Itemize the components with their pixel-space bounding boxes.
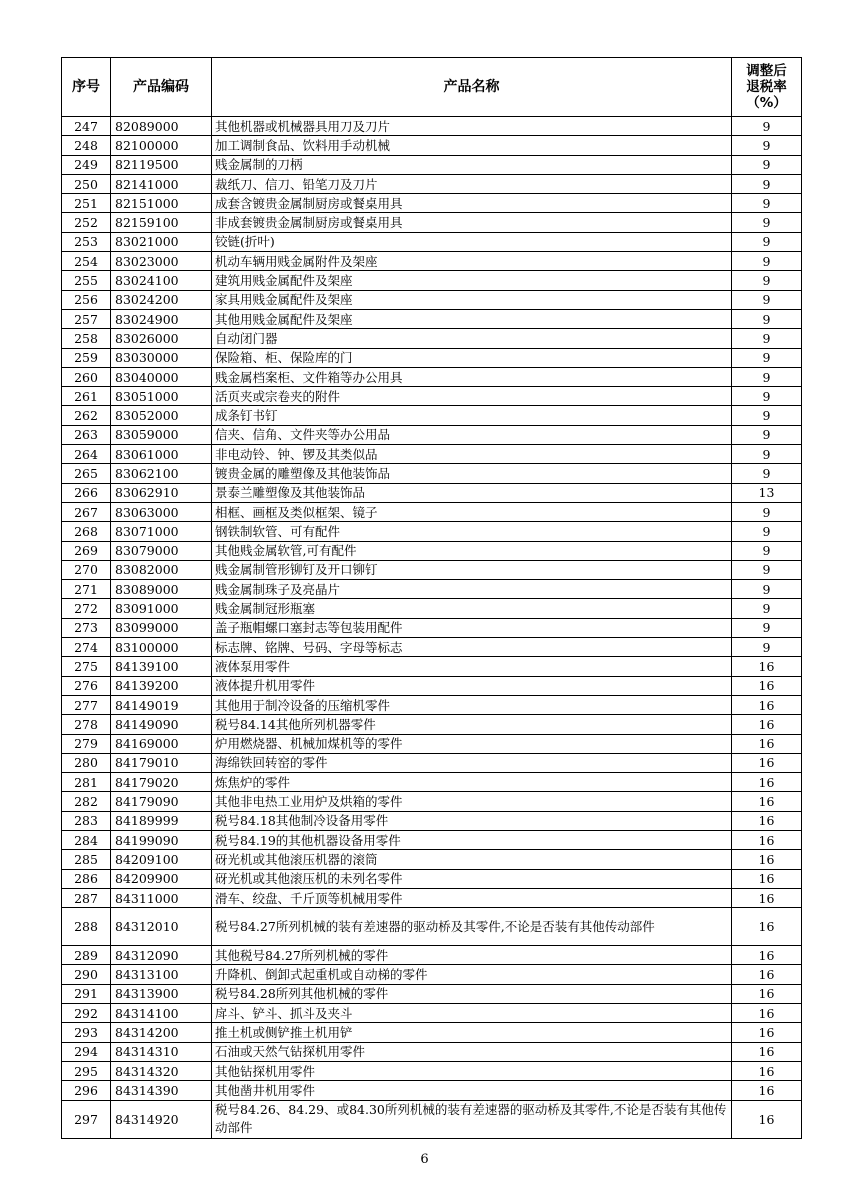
code-cell: 83062910: [111, 483, 212, 502]
rate-cell: 16: [732, 850, 802, 869]
seq-cell: 287: [62, 888, 111, 907]
seq-cell: 283: [62, 811, 111, 830]
name-cell: 加工调制食品、饮料用手动机械: [212, 136, 732, 155]
name-cell: 保险箱、柜、保险库的门: [212, 348, 732, 367]
code-cell: 84314310: [111, 1042, 212, 1061]
name-cell: 滑车、绞盘、千斤顶等机械用零件: [212, 888, 732, 907]
page-number: 6: [420, 1152, 429, 1167]
seq-cell: 292: [62, 1004, 111, 1023]
rate-cell: 16: [732, 946, 802, 965]
name-cell: 景泰兰雕塑像及其他装饰品: [212, 483, 732, 502]
seq-cell: 251: [62, 194, 111, 213]
name-cell: 其他钻探机用零件: [212, 1061, 732, 1080]
rate-cell: 9: [732, 425, 802, 444]
rate-cell: 16: [732, 908, 802, 946]
rate-cell: 9: [732, 348, 802, 367]
name-cell: 相框、画框及类似框架、镜子: [212, 502, 732, 521]
code-cell: 84312010: [111, 908, 212, 946]
table-row: [62, 174, 802, 193]
seq-cell: 260: [62, 367, 111, 386]
table-row: [62, 387, 802, 406]
table-row: [62, 367, 802, 386]
seq-cell: 257: [62, 309, 111, 328]
name-cell: 贱金属制的刀柄: [212, 155, 732, 174]
seq-cell: 280: [62, 753, 111, 772]
rate-cell: 16: [732, 1004, 802, 1023]
table-row: [62, 753, 802, 772]
seq-cell: 276: [62, 676, 111, 695]
seq-cell: 247: [62, 117, 111, 136]
code-cell: 83024100: [111, 271, 212, 290]
rate-cell: 9: [732, 560, 802, 579]
seq-cell: 295: [62, 1061, 111, 1080]
rate-cell: 16: [732, 1081, 802, 1100]
table-row: [62, 502, 802, 521]
table-row: [62, 850, 802, 869]
seq-cell: 282: [62, 792, 111, 811]
rate-cell: 9: [732, 387, 802, 406]
code-cell: 83100000: [111, 638, 212, 657]
table-row: [62, 252, 802, 271]
rate-cell: 9: [732, 252, 802, 271]
code-cell: 83026000: [111, 329, 212, 348]
name-cell: 贱金属制珠子及亮晶片: [212, 580, 732, 599]
table-row: [62, 560, 802, 579]
rate-cell: 13: [732, 483, 802, 502]
table-row: [62, 329, 802, 348]
table-row: [62, 406, 802, 425]
seq-cell: 249: [62, 155, 111, 174]
rate-cell: 9: [732, 329, 802, 348]
code-cell: 83079000: [111, 541, 212, 560]
seq-cell: 274: [62, 638, 111, 657]
rate-cell: 9: [732, 599, 802, 618]
header-seq: 序号: [62, 58, 111, 117]
name-cell: 自动闭门器: [212, 329, 732, 348]
table-row: [62, 1061, 802, 1080]
name-cell: 标志牌、铭牌、号码、字母等标志: [212, 638, 732, 657]
code-cell: 83024200: [111, 290, 212, 309]
table-row: [62, 1023, 802, 1042]
code-cell: 83071000: [111, 522, 212, 541]
code-cell: 84314390: [111, 1081, 212, 1100]
code-cell: 83051000: [111, 387, 212, 406]
name-cell: 非电动铃、钟、锣及其类似品: [212, 445, 732, 464]
header-rate-line1: 调整后: [746, 63, 787, 79]
rate-cell: 16: [732, 888, 802, 907]
name-cell: 海绵铁回转窑的零件: [212, 753, 732, 772]
header-rate-line3: （%）: [746, 95, 787, 111]
rate-cell: 16: [732, 792, 802, 811]
table-row: [62, 965, 802, 984]
rate-cell: 16: [732, 715, 802, 734]
table-row: [62, 773, 802, 792]
code-cell: 83099000: [111, 618, 212, 637]
name-cell: 石油或天然气钻探机用零件: [212, 1042, 732, 1061]
code-cell: 84314200: [111, 1023, 212, 1042]
seq-cell: 262: [62, 406, 111, 425]
seq-cell: 285: [62, 850, 111, 869]
rate-cell: 16: [732, 811, 802, 830]
seq-cell: 296: [62, 1081, 111, 1100]
code-cell: 83052000: [111, 406, 212, 425]
code-cell: 84179020: [111, 773, 212, 792]
seq-cell: 286: [62, 869, 111, 888]
code-cell: 83023000: [111, 252, 212, 271]
name-cell: 砑光机或其他滚压机器的滚筒: [212, 850, 732, 869]
code-cell: 82119500: [111, 155, 212, 174]
table-row: [62, 194, 802, 213]
seq-cell: 297: [62, 1100, 111, 1138]
code-cell: 83063000: [111, 502, 212, 521]
name-cell: 炼焦炉的零件: [212, 773, 732, 792]
table-row: [62, 695, 802, 714]
seq-cell: 272: [62, 599, 111, 618]
seq-cell: 266: [62, 483, 111, 502]
rate-cell: 9: [732, 174, 802, 193]
seq-cell: 290: [62, 965, 111, 984]
rate-cell: 16: [732, 734, 802, 753]
seq-cell: 277: [62, 695, 111, 714]
name-cell: 税号84.19的其他机器设备用零件: [212, 830, 732, 849]
name-cell: 贱金属档案柜、文件箱等办公用具: [212, 367, 732, 386]
seq-cell: 288: [62, 908, 111, 946]
table-row: [62, 290, 802, 309]
name-cell: 税号84.28所列其他机械的零件: [212, 984, 732, 1003]
code-cell: 84313900: [111, 984, 212, 1003]
seq-cell: 265: [62, 464, 111, 483]
rate-cell: 9: [732, 213, 802, 232]
seq-cell: 259: [62, 348, 111, 367]
seq-cell: 269: [62, 541, 111, 560]
name-cell: 裁纸刀、信刀、铅笔刀及刀片: [212, 174, 732, 193]
code-cell: 84314920: [111, 1100, 212, 1138]
rate-cell: 16: [732, 1100, 802, 1138]
rate-cell: 9: [732, 406, 802, 425]
name-cell: 家具用贱金属配件及架座: [212, 290, 732, 309]
code-cell: 83059000: [111, 425, 212, 444]
seq-cell: 258: [62, 329, 111, 348]
header-code: 产品编码: [111, 58, 212, 117]
table-row: [62, 638, 802, 657]
rate-cell: 9: [732, 464, 802, 483]
code-cell: 84311000: [111, 888, 212, 907]
rate-cell: 9: [732, 271, 802, 290]
code-cell: 84209900: [111, 869, 212, 888]
rate-cell: 16: [732, 676, 802, 695]
code-cell: 82151000: [111, 194, 212, 213]
code-cell: 83021000: [111, 232, 212, 251]
name-cell: 其他非电热工业用炉及烘箱的零件: [212, 792, 732, 811]
code-cell: 84179010: [111, 753, 212, 772]
seq-cell: 275: [62, 657, 111, 676]
table-row: [62, 946, 802, 965]
code-cell: 83040000: [111, 367, 212, 386]
code-cell: 84313100: [111, 965, 212, 984]
table-row: [62, 1081, 802, 1100]
table-row: [62, 657, 802, 676]
name-cell: 信夹、信角、文件夹等办公用品: [212, 425, 732, 444]
rate-cell: 16: [732, 773, 802, 792]
name-cell: 液体泵用零件: [212, 657, 732, 676]
table-row: [62, 309, 802, 328]
table-row: [62, 1042, 802, 1061]
seq-cell: 261: [62, 387, 111, 406]
name-cell: 其他税号84.27所列机械的零件: [212, 946, 732, 965]
table-row: [62, 1004, 802, 1023]
table-row: [62, 869, 802, 888]
table-row: [62, 1100, 802, 1138]
code-cell: 84189999: [111, 811, 212, 830]
table-row: [62, 715, 802, 734]
table-row: [62, 445, 802, 464]
table-body: [62, 117, 802, 1139]
code-cell: 82100000: [111, 136, 212, 155]
name-cell: 成套含镀贵金属制厨房或餐桌用具: [212, 194, 732, 213]
name-cell: 税号84.26、84.29、或84.30所列机械的装有差速器的驱动桥及其零件,不论是否装有其他传动部件: [212, 1100, 732, 1138]
table-row: [62, 213, 802, 232]
code-cell: 84199090: [111, 830, 212, 849]
rate-cell: 16: [732, 965, 802, 984]
seq-cell: 267: [62, 502, 111, 521]
table-row: [62, 618, 802, 637]
seq-cell: 254: [62, 252, 111, 271]
name-cell: 机动车辆用贱金属附件及架座: [212, 252, 732, 271]
rate-cell: 9: [732, 638, 802, 657]
seq-cell: 253: [62, 232, 111, 251]
code-cell: 83082000: [111, 560, 212, 579]
name-cell: 炉用燃烧器、机械加煤机等的零件: [212, 734, 732, 753]
code-cell: 83062100: [111, 464, 212, 483]
code-cell: 84179090: [111, 792, 212, 811]
rate-cell: 16: [732, 1042, 802, 1061]
seq-cell: 271: [62, 580, 111, 599]
name-cell: 戽斗、铲斗、抓斗及夹斗: [212, 1004, 732, 1023]
seq-cell: 255: [62, 271, 111, 290]
name-cell: 砑光机或其他滚压机的未列名零件: [212, 869, 732, 888]
table-row: [62, 734, 802, 753]
name-cell: 盖子瓶帽螺口塞封志等包装用配件: [212, 618, 732, 637]
name-cell: 钢铁制软管、可有配件: [212, 522, 732, 541]
header-rate: [732, 58, 802, 117]
rate-cell: 9: [732, 136, 802, 155]
table-row: [62, 830, 802, 849]
code-cell: 84314100: [111, 1004, 212, 1023]
table-row: [62, 599, 802, 618]
rate-cell: 9: [732, 580, 802, 599]
code-cell: 82089000: [111, 117, 212, 136]
name-cell: 其他凿井机用零件: [212, 1081, 732, 1100]
seq-cell: 284: [62, 830, 111, 849]
rate-cell: 16: [732, 830, 802, 849]
seq-cell: 279: [62, 734, 111, 753]
seq-cell: 289: [62, 946, 111, 965]
code-cell: 83024900: [111, 309, 212, 328]
rate-cell: 9: [732, 618, 802, 637]
table-row: [62, 541, 802, 560]
name-cell: 镀贵金属的雕塑像及其他装饰品: [212, 464, 732, 483]
table-row: [62, 155, 802, 174]
seq-cell: 278: [62, 715, 111, 734]
seq-cell: 256: [62, 290, 111, 309]
table-row: [62, 117, 802, 136]
table-row: [62, 888, 802, 907]
name-cell: 升降机、倒卸式起重机或自动梯的零件: [212, 965, 732, 984]
table-row: [62, 984, 802, 1003]
rate-cell: 16: [732, 695, 802, 714]
table-row: [62, 908, 802, 946]
seq-cell: 250: [62, 174, 111, 193]
table-row: [62, 136, 802, 155]
name-cell: 其他用贱金属配件及架座: [212, 309, 732, 328]
header-rate-line2: 退税率: [746, 79, 787, 95]
table-row: [62, 348, 802, 367]
table-row: [62, 232, 802, 251]
seq-cell: 252: [62, 213, 111, 232]
name-cell: 活页夹或宗卷夹的附件: [212, 387, 732, 406]
seq-cell: 291: [62, 984, 111, 1003]
tax-rebate-table: [61, 57, 802, 1139]
rate-cell: 9: [732, 194, 802, 213]
name-cell: 税号84.18其他制冷设备用零件: [212, 811, 732, 830]
table-row: [62, 676, 802, 695]
code-cell: 84209100: [111, 850, 212, 869]
rate-cell: 9: [732, 117, 802, 136]
seq-cell: 248: [62, 136, 111, 155]
table-row: [62, 811, 802, 830]
rate-cell: 9: [732, 290, 802, 309]
table-row: [62, 425, 802, 444]
rate-cell: 16: [732, 753, 802, 772]
code-cell: 84312090: [111, 946, 212, 965]
rate-cell: 9: [732, 522, 802, 541]
seq-cell: 270: [62, 560, 111, 579]
name-cell: 液体提升机用零件: [212, 676, 732, 695]
code-cell: 82159100: [111, 213, 212, 232]
rate-cell: 16: [732, 869, 802, 888]
table-row: [62, 464, 802, 483]
code-cell: 84139200: [111, 676, 212, 695]
seq-cell: 268: [62, 522, 111, 541]
rate-cell: 9: [732, 541, 802, 560]
header-name: 产品名称: [212, 58, 732, 117]
code-cell: 83089000: [111, 580, 212, 599]
name-cell: 贱金属制冠形瓶塞: [212, 599, 732, 618]
name-cell: 成条钉书钉: [212, 406, 732, 425]
table-row: [62, 792, 802, 811]
name-cell: 铰链(折叶): [212, 232, 732, 251]
code-cell: 84149019: [111, 695, 212, 714]
seq-cell: 264: [62, 445, 111, 464]
name-cell: 税号84.27所列机械的装有差速器的驱动桥及其零件,不论是否装有其他传动部件: [212, 908, 732, 946]
rate-cell: 9: [732, 155, 802, 174]
rate-cell: 9: [732, 502, 802, 521]
header-row: [62, 58, 802, 117]
rate-cell: 9: [732, 445, 802, 464]
seq-cell: 263: [62, 425, 111, 444]
name-cell: 贱金属制管形铆钉及开口铆钉: [212, 560, 732, 579]
rate-cell: 9: [732, 232, 802, 251]
name-cell: 其他贱金属软管,可有配件: [212, 541, 732, 560]
seq-cell: 273: [62, 618, 111, 637]
name-cell: 税号84.14其他所列机器零件: [212, 715, 732, 734]
table-row: [62, 271, 802, 290]
rate-cell: 16: [732, 1023, 802, 1042]
table-row: [62, 483, 802, 502]
name-cell: 建筑用贱金属配件及架座: [212, 271, 732, 290]
name-cell: 非成套镀贵金属制厨房或餐桌用具: [212, 213, 732, 232]
code-cell: 84314320: [111, 1061, 212, 1080]
code-cell: 83091000: [111, 599, 212, 618]
name-cell: 其他用于制冷设备的压缩机零件: [212, 695, 732, 714]
code-cell: 83030000: [111, 348, 212, 367]
rate-cell: 9: [732, 309, 802, 328]
rate-cell: 16: [732, 657, 802, 676]
table-row: [62, 580, 802, 599]
name-cell: 其他机器或机械器具用刀及刀片: [212, 117, 732, 136]
code-cell: 82141000: [111, 174, 212, 193]
rate-cell: 9: [732, 367, 802, 386]
code-cell: 84139100: [111, 657, 212, 676]
code-cell: 83061000: [111, 445, 212, 464]
seq-cell: 281: [62, 773, 111, 792]
name-cell: 推土机或侧铲推土机用铲: [212, 1023, 732, 1042]
rate-cell: 16: [732, 984, 802, 1003]
seq-cell: 293: [62, 1023, 111, 1042]
code-cell: 84169000: [111, 734, 212, 753]
seq-cell: 294: [62, 1042, 111, 1061]
table-row: [62, 522, 802, 541]
rate-cell: 16: [732, 1061, 802, 1080]
code-cell: 84149090: [111, 715, 212, 734]
